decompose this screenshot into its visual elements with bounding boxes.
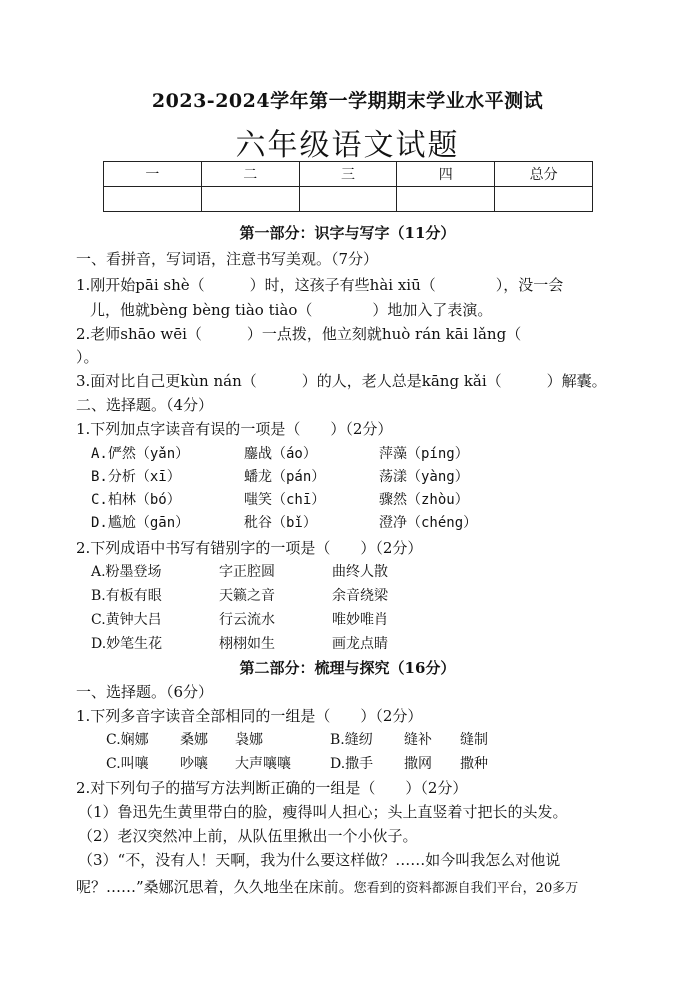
exam-subtitle: 六年级语文试题 <box>235 128 460 163</box>
part1-q1-line4: ）。 <box>76 348 99 366</box>
q2-1-option-b-3: 荡漾（yàng） <box>379 469 469 485</box>
q2-2-option-c-3: 唯妙唯肖 <box>332 612 388 628</box>
part2-q1-item2-stem: 2.对下列句子的描写方法判断正确的一组是（ ）（2分） <box>76 779 468 797</box>
q2-2-option-d: D.妙笔生花 <box>91 636 163 652</box>
part2-q1-heading: 一、选择题。（6分） <box>76 683 214 701</box>
q2-2-option-d-3: 画龙点睛 <box>332 636 388 652</box>
part1-q1-line3: 2.老师shāo wēi（ ）一点拨，他立刻就huò rán kāi lǎng（ <box>76 325 522 343</box>
part2-row1-c1: C.娴娜 <box>106 732 149 748</box>
score-header-4: 四 <box>397 162 495 187</box>
part2-row2-c5: 撒网 <box>404 756 432 772</box>
part2-q1-item1-stem: 1.下列多音字读音全部相同的一组是（ ）（2分） <box>76 707 423 725</box>
q2-1-option-a: A.俨然（yǎn） <box>91 446 190 462</box>
q2-2-option-c: C.黄钟大吕 <box>91 612 162 628</box>
score-table <box>103 161 593 212</box>
score-cell-total[interactable] <box>495 187 593 212</box>
part2-row2-c4: D.撒手 <box>330 756 374 772</box>
q2-2-option-b-2: 天籁之音 <box>219 588 275 604</box>
part1-q1-line5: 3.面对比自己更kùn nán（ ）的人，老人总是kāng kǎi（ ）解囊。 <box>76 372 607 390</box>
q2-2-option-c-2: 行云流水 <box>219 612 275 628</box>
q2-2-option-a-2: 字正腔圆 <box>219 564 275 580</box>
part2-row1-c5: 缝补 <box>404 732 432 748</box>
q2-2-option-d-2: 栩栩如生 <box>219 636 275 652</box>
score-header-1: 一 <box>104 162 202 187</box>
part2-sentence-2: （2）老汉突然冲上前，从队伍里揪出一个小伙子。 <box>78 827 418 845</box>
score-header-3: 三 <box>299 162 397 187</box>
score-cell-1[interactable] <box>104 187 202 212</box>
q2-2-option-b: B.有板有眼 <box>91 588 162 604</box>
q2-1-option-d: D.尴尬（gān） <box>91 515 190 531</box>
part2-row1-c2: 桑娜 <box>180 732 208 748</box>
score-header-2: 二 <box>201 162 299 187</box>
score-cell-2[interactable] <box>201 187 299 212</box>
q2-1-option-b-2: 蟠龙（pán） <box>244 469 326 485</box>
score-table-header-row <box>104 162 593 187</box>
q2-1-option-d-3: 澄净（chéng） <box>379 515 478 531</box>
q2-1-option-a-2: 鏖战（áo） <box>244 446 317 462</box>
part2-row2-c3: 大声嚷嚷 <box>235 756 291 772</box>
part1-q2-item2-stem: 2.下列成语中书写有错别字的一项是（ ）（2分） <box>76 539 423 557</box>
part1-q1-heading: 一、看拼音，写词语，注意书写美观。（7分） <box>76 250 379 268</box>
q2-2-option-a: A.粉墨登场 <box>91 564 162 580</box>
part2-row2-c2: 吵嚷 <box>180 756 208 772</box>
q2-1-option-c-2: 嗤笑（chī） <box>244 492 326 508</box>
part2-row1-c6: 缝制 <box>460 732 488 748</box>
q2-1-option-c: C.柏林（bó） <box>91 492 181 508</box>
part2-sentence-3a: （3）“不，没有人！天啊，我为什么要这样做？……如今叫我怎么对他说 <box>78 851 561 869</box>
part2-heading: 第二部分：梳理与探究（16分） <box>239 659 456 677</box>
q2-1-option-c-3: 骤然（zhòu） <box>379 492 469 508</box>
part2-row2-c1: C.叫嚷 <box>106 756 149 772</box>
score-cell-4[interactable] <box>397 187 495 212</box>
part2-sentence-3b <box>76 876 578 897</box>
part2-row1-c4: B.缝纫 <box>330 732 373 748</box>
score-cell-3[interactable] <box>299 187 397 212</box>
q2-2-option-b-3: 余音绕梁 <box>332 588 388 604</box>
score-header-total: 总分 <box>495 162 593 187</box>
score-table-blank-row <box>104 187 593 212</box>
exam-title: 2023-2024学年第一学期期末学业水平测试 <box>151 90 544 112</box>
part2-row2-c6: 撒种 <box>460 756 488 772</box>
part1-heading: 第一部分：识字与写字（11分） <box>239 224 456 242</box>
part2-sentence-1: （1）鲁迅先生黄里带白的脸，瘦得叫人担心；头上直竖着寸把长的头发。 <box>78 803 568 821</box>
q2-1-option-d-2: 秕谷（bǐ） <box>244 515 317 531</box>
part2-sentence-3b-text: 呢？……”桑娜沉思着，久久地坐在床前。 <box>76 878 354 896</box>
part1-q1-line1: 1.刚开始pāi shè（ ）时，这孩子有些hài xiū（ ），没一会 <box>76 276 564 294</box>
part2-row1-c3: 袅娜 <box>235 732 263 748</box>
q2-1-option-a-3: 萍藻（píng） <box>379 446 469 462</box>
q2-2-option-a-3: 曲终人散 <box>332 564 388 580</box>
part1-q2-heading: 二、选择题。（4分） <box>76 396 214 414</box>
q2-1-option-b: B.分析（xī） <box>91 469 181 485</box>
footer-note: 您看到的资料都源自我们平台，20多万 <box>353 881 579 896</box>
part1-q2-item1-stem: 1.下列加点字读音有误的一项是（ ）（2分） <box>76 420 393 438</box>
part1-q1-line2: 儿，他就bèng bèng tiào tiào（ ）地加入了表演。 <box>90 301 493 319</box>
